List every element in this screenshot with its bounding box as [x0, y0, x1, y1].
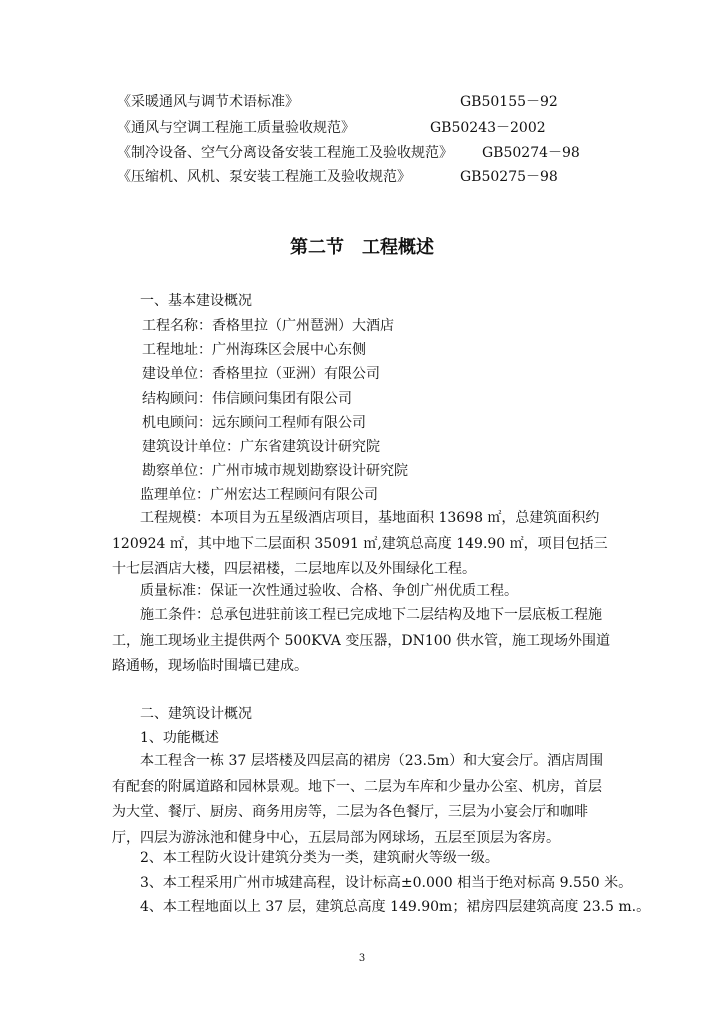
project-address: 工程地址：广州海珠区会展中心东侧: [142, 342, 366, 358]
supervision-unit: 监理单位：广州宏达工程顾问有限公司: [140, 487, 378, 503]
fire-classification: 2、本工程防火设计建筑分类为一类，建筑耐火等级一级。: [140, 850, 499, 866]
architect: 建筑设计单位：广东省建筑设计研究院: [142, 439, 380, 455]
standard-name: 《制冷设备、空气分离设备安装工程施工及验收规范》: [117, 145, 453, 161]
structural-consultant: 结构顾问：伟信顾问集团有限公司: [142, 391, 352, 407]
project-name: 工程名称：香格里拉（广州琶洲）大酒店: [142, 318, 394, 334]
page-number: 3: [358, 953, 366, 964]
elevation-system: 3、本工程采用广州市城建高程，设计标高±0.000 相当于绝对标高 9.550 米。: [140, 875, 633, 891]
standard-code: GB50275－98: [460, 169, 558, 185]
standard-name: 《采暖通风与调节术语标准》: [117, 94, 299, 110]
function-subheading: 1、功能概述: [140, 730, 219, 746]
project-scale: 工程规模：本项目为五星级酒店项目，基地面积 13698 ㎡，总建筑面积约 120924 ㎡，其中地下二层面积 35091 ㎡,建筑总高度 149.90 ㎡，项目包括三十七层酒店大楼，四层裙楼，二层地库以及外围绿化工程。: [112, 510, 608, 577]
standard-code: GB50155－92: [460, 94, 558, 110]
standard-code: GB50274－98: [482, 145, 580, 161]
section-title: 第二节 工程概述: [290, 237, 434, 258]
mep-consultant: 机电顾问：远东顾问工程师有限公司: [142, 415, 366, 431]
building-height: 4、本工程地面以上 37 层，建筑总高度 149.90m；裙房四层建筑高度 23.5 m.。: [140, 899, 651, 915]
quality-standard: 质量标准：保证一次性通过验收、合格、争创广州优质工程。: [140, 583, 518, 599]
function-description: 本工程含一栋 37 层塔楼及四层高的裙房（23.5m）和大宴会厅。酒店周围有配套的附属道路和园林景观。地下一、二层为车库和少量办公室、机房，首层为大堂、餐厅、厨房、商务用房等，二层为各色餐厅，三层为小宴会厅和咖啡厅，四层为游泳池和健身中心，五层局部为网球场，五层至顶层为客房。: [112, 753, 604, 846]
standard-code: GB50243－2002: [430, 120, 546, 136]
arch-heading: 二、建筑设计概况: [140, 706, 252, 722]
basic-heading: 一、基本建设概况: [140, 293, 252, 309]
standard-name: 《压缩机、风机、泵安装工程施工及验收规范》: [117, 169, 411, 185]
survey-unit: 勘察单位：广州市城市规划勘察设计研究院: [142, 463, 408, 479]
client: 建设单位：香格里拉（亚洲）有限公司: [142, 366, 380, 382]
standard-name: 《通风与空调工程施工质量验收规范》: [117, 120, 355, 136]
construction-conditions: 施工条件：总承包进驻前该工程已完成地下二层结构及地下一层底板工程施工，施工现场业主提供两个 500KVA 变压器，DN100 供水管，施工现场外围道路通畅，现场临时围墙已建成。: [112, 607, 610, 674]
